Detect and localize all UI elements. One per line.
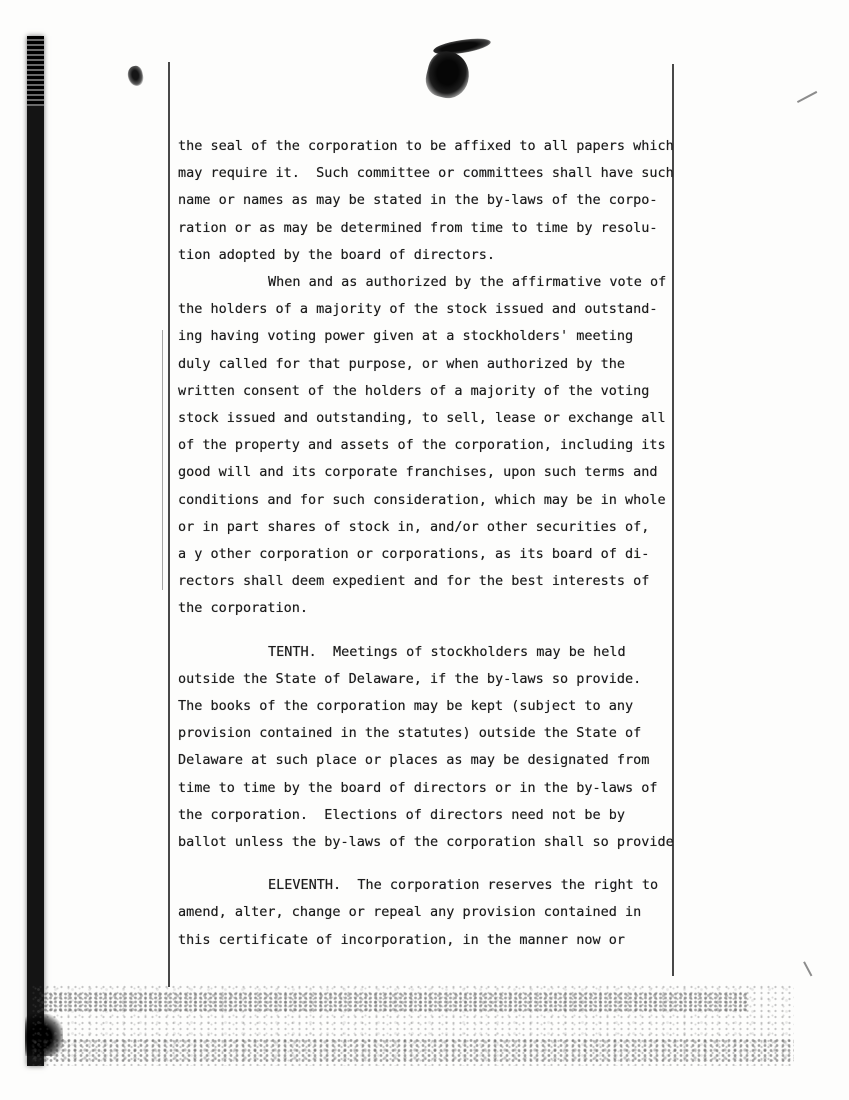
text-line: good will and its corporate franchises, upon such terms and [178, 464, 658, 481]
text-line: time to time by the board of directors or in the by-laws of [178, 779, 658, 796]
text-line: this certificate of incorporation, in the manner now or [178, 931, 626, 948]
text-line: ration or as may be determined from time to time by resolu- [178, 219, 658, 236]
text-line: Delaware at such place or places as may be designated from [178, 752, 650, 769]
paragraph [178, 133, 698, 269]
paragraph [178, 639, 698, 857]
paragraph [178, 269, 698, 623]
text-line: the corporation. Elections of directors need not be by [178, 806, 626, 823]
text-line: the seal of the corporation to be affixed to all papers which [178, 138, 674, 154]
scan-edge-strip [27, 36, 44, 1066]
text-line: may require it. Such committee or committees shall have such [178, 165, 674, 182]
margin-rule-left-inner [162, 330, 163, 590]
text-line: of the property and assets of the corporation, including its [178, 437, 666, 454]
text-line: ing having voting power given at a stockholders' meeting [178, 328, 634, 345]
text-line: the holders of a majority of the stock issued and outstand- [178, 301, 658, 318]
text-line: The books of the corporation may be kept (subject to any [178, 698, 634, 715]
text-line: provision contained in the statutes) outside the State of [178, 725, 642, 742]
text-line: TENTH. Meetings of stockholders may be held [268, 643, 626, 660]
text-line: ELEVENTH. The corporation reserves the right to [268, 877, 659, 894]
ink-blob-left [126, 65, 145, 88]
text-line: tion adopted by the board of directors. [178, 246, 495, 263]
text-line: the corporation. [178, 600, 309, 617]
text-line: a y other corporation or corporations, as its board of di- [178, 546, 650, 563]
text-line: When and as authorized by the affirmative vote of [268, 274, 667, 291]
ink-blob-top [422, 48, 474, 103]
scan-mark-top-right [797, 91, 817, 103]
text-line: outside the State of Delaware, if the by-laws so provide. [178, 670, 642, 687]
text-line: amend, alter, change or repeal any provision contained in [178, 904, 642, 921]
text-line: rectors shall deem expedient and for the best interests of [178, 573, 650, 590]
text-line: or in part shares of stock in, and/or other securities of, [178, 518, 650, 535]
text-line: stock issued and outstanding, to sell, lease or exchange all [178, 410, 666, 427]
paragraph [178, 872, 698, 954]
scan-noise-band [30, 984, 794, 1066]
text-line: written consent of the holders of a majority of the voting [178, 382, 650, 399]
document-text [178, 133, 698, 954]
text-line: name or names as may be stated in the by-laws of the corpo- [178, 192, 658, 209]
text-line: ballot unless the by-laws of the corporation shall so provide [178, 834, 674, 851]
text-line: conditions and for such consideration, which may be in whole [178, 491, 666, 508]
text-line: duly called for that purpose, or when authorized by the [178, 355, 626, 372]
margin-rule-left [168, 62, 170, 987]
scan-mark-bottom-right [804, 961, 813, 976]
